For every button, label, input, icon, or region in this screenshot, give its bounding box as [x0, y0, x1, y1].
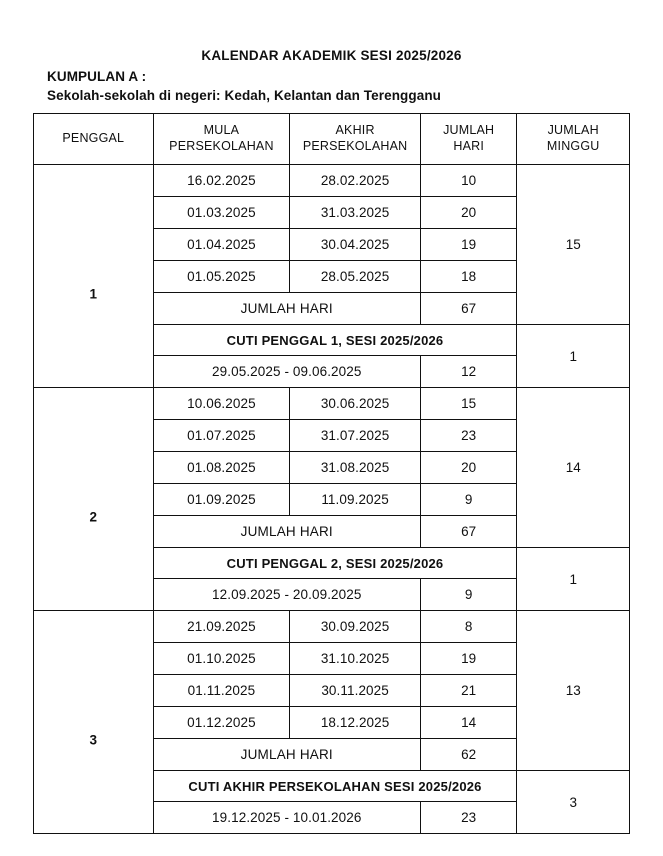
total-days-label: JUMLAH HARI: [153, 293, 420, 325]
days-count-cell: 20: [420, 197, 516, 229]
header-mula-line1: MULA: [203, 123, 240, 138]
total-days-label: JUMLAH HARI: [153, 516, 420, 548]
break-date-range: 19.12.2025 - 10.01.2026: [153, 802, 420, 834]
days-count-cell: 19: [420, 229, 516, 261]
header-akhir-line1: AKHIR: [335, 123, 375, 138]
end-date-cell: 30.04.2025: [290, 229, 421, 261]
end-date-cell: 31.08.2025: [290, 452, 421, 484]
column-header-mula: [153, 114, 290, 165]
column-header-akhir: [290, 114, 421, 165]
start-date-cell: 01.04.2025: [153, 229, 290, 261]
total-days-value: 62: [420, 739, 516, 771]
header-row: [34, 114, 630, 165]
table-row: [34, 388, 630, 420]
group-description: Sekolah-sekolah di negeri: Kedah, Kelantan dan Terengganu: [47, 88, 442, 103]
column-header-jumlah-hari: [420, 114, 516, 165]
table-body: [34, 165, 630, 834]
total-days-value: 67: [420, 516, 516, 548]
table-header: [34, 114, 630, 165]
end-date-cell: 31.07.2025: [290, 420, 421, 452]
days-count-cell: 10: [420, 165, 516, 197]
start-date-cell: 16.02.2025: [153, 165, 290, 197]
start-date-cell: 21.09.2025: [153, 611, 290, 643]
penggal-number-cell: [34, 165, 154, 388]
start-date-cell: 10.06.2025: [153, 388, 290, 420]
penggal-number: 1: [89, 286, 98, 302]
start-date-cell: 01.09.2025: [153, 484, 290, 516]
weeks-count-cell: 13: [517, 611, 630, 771]
academic-calendar-table: [33, 113, 630, 834]
break-weeks-cell: 1: [517, 325, 630, 388]
start-date-cell: 01.08.2025: [153, 452, 290, 484]
start-date-cell: 01.07.2025: [153, 420, 290, 452]
break-date-range: 29.05.2025 - 09.06.2025: [153, 356, 420, 388]
start-date-cell: 01.10.2025: [153, 643, 290, 675]
end-date-cell: 11.09.2025: [290, 484, 421, 516]
weeks-count-cell: 14: [517, 388, 630, 548]
start-date-cell: 01.12.2025: [153, 707, 290, 739]
table-row: [34, 165, 630, 197]
end-date-cell: 30.06.2025: [290, 388, 421, 420]
header-minggu-line1: JUMLAH: [547, 123, 599, 138]
break-title: CUTI PENGGAL 2, SESI 2025/2026: [153, 548, 517, 579]
break-days-count: 9: [420, 579, 516, 611]
total-days-label: JUMLAH HARI: [153, 739, 420, 771]
break-title: CUTI PENGGAL 1, SESI 2025/2026: [153, 325, 517, 356]
group-label: KUMPULAN A :: [47, 69, 147, 84]
start-date-cell: 01.03.2025: [153, 197, 290, 229]
break-weeks-cell: 1: [517, 548, 630, 611]
end-date-cell: 31.10.2025: [290, 643, 421, 675]
start-date-cell: 01.11.2025: [153, 675, 290, 707]
days-count-cell: 9: [420, 484, 516, 516]
total-days-value: 67: [420, 293, 516, 325]
penggal-number: 2: [89, 509, 98, 525]
header-hari-line2: HARI: [453, 139, 485, 153]
column-header-jumlah-minggu: [517, 114, 630, 165]
start-date-cell: 01.05.2025: [153, 261, 290, 293]
end-date-cell: 30.09.2025: [290, 611, 421, 643]
column-header-penggal: [34, 114, 154, 165]
document-title: KALENDAR AKADEMIK SESI 2025/2026: [201, 48, 462, 63]
break-date-range: 12.09.2025 - 20.09.2025: [153, 579, 420, 611]
days-count-cell: 18: [420, 261, 516, 293]
break-weeks-cell: 3: [517, 771, 630, 834]
days-count-cell: 14: [420, 707, 516, 739]
days-count-cell: 15: [420, 388, 516, 420]
weeks-count-cell: 15: [517, 165, 630, 325]
header-penggal-line1: PENGGAL: [62, 131, 125, 146]
days-count-cell: 8: [420, 611, 516, 643]
break-days-count: 12: [420, 356, 516, 388]
days-count-cell: 21: [420, 675, 516, 707]
header-minggu-line2: MINGGU: [546, 139, 600, 153]
penggal-number: 3: [89, 732, 98, 748]
penggal-number-cell: [34, 611, 154, 834]
days-count-cell: 20: [420, 452, 516, 484]
end-date-cell: 18.12.2025: [290, 707, 421, 739]
header-akhir-line2: PERSEKOLAHAN: [302, 139, 408, 153]
header-mula-line2: PERSEKOLAHAN: [169, 139, 274, 153]
end-date-cell: 31.03.2025: [290, 197, 421, 229]
header-hari-line1: JUMLAH: [443, 123, 495, 138]
penggal-number-cell: [34, 388, 154, 611]
break-title: CUTI AKHIR PERSEKOLAHAN SESI 2025/2026: [153, 771, 517, 802]
end-date-cell: 28.05.2025: [290, 261, 421, 293]
break-days-count: 23: [420, 802, 516, 834]
end-date-cell: 28.02.2025: [290, 165, 421, 197]
table-row: [34, 611, 630, 643]
days-count-cell: 23: [420, 420, 516, 452]
days-count-cell: 19: [420, 643, 516, 675]
end-date-cell: 30.11.2025: [290, 675, 421, 707]
